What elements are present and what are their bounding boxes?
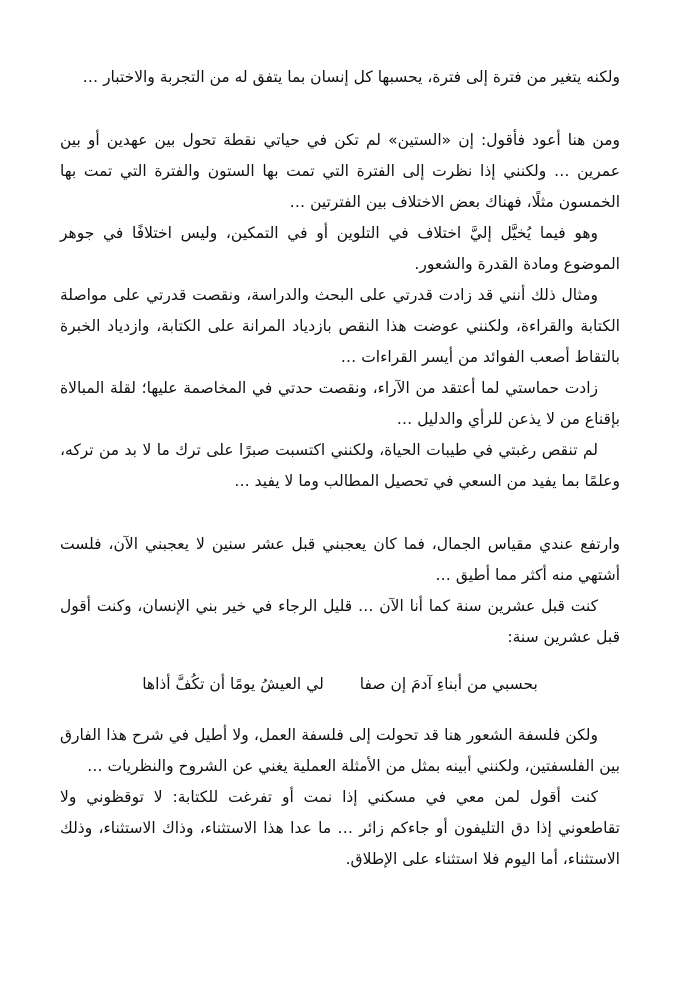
paragraph-5: زادت حماستي لما أعتقد من الآراء، ونقصت حدتي في المخاصمة عليها؛ لقلة المبالاة بإقناع من لا يذعن للرأي والدليل … [60, 379, 620, 428]
paragraph-2: ومن هنا أعود فأقول: إن «الستين» لم تكن في حياتي نقطة تحول بين عهدين أو بين عمرين … ولكنني إذا نظرت إلى الفترة التي تمت بها الستون والفترة التي تمت بها الخمسون مثلًا، فهناك بعض الاختلاف بين الفترتين … [60, 131, 620, 211]
paragraph-9: ولكن فلسفة الشعور هنا قد تحولت إلى فلسفة العمل، ولا أطيل في شرح هذا الفارق بين الفلسفتين، ولكنني أبينه بمثل من الأمثلة العملية يغني عن الشروح والنظريات … [60, 726, 620, 775]
poetry-verse [60, 669, 620, 700]
paragraph-3: وهو فيما يُخيَّل إليَّ اختلاف في التلوين أو في التمكين، وليس اختلافًا في جوهر الموضوع ومادة القدرة والشعور. [60, 224, 620, 273]
paragraph-4: ومثال ذلك أنني قد زادت قدرتي على البحث والدراسة، ونقصت قدرتي على مواصلة الكتابة والقراءة، ولكنني عوضت هذا النقص بازدياد المرانة على الكتابة، وازدياد الخبرة بالتقاط أصعب الفوائد من أيسر القراءات … [60, 286, 620, 366]
paragraph-7: وارتفع عندي مقياس الجمال، فما كان يعجبني قبل عشر سنين لا يعجبني الآن، فلست أشتهي منه أكثر مما أطيق … [60, 535, 620, 584]
paragraph-10: كنت أقول لمن معي في مسكني إذا نمت أو تفرغت للكتابة: لا توقظوني ولا تقاطعوني إذا دق التليفون أو جاءكم زائر … ما عدا هذا الاستثناء، وذاك الاستثناء، وذلك الاستثناء، أما اليوم فلا استثناء على الإطلاق. [60, 788, 620, 868]
paragraph-6: لم تنقص رغبتي في طيبات الحياة، ولكنني اكتسبت صبرًا على ترك ما لا بد من تركه، وعلمًا بما يفيد من السعي في تحصيل المطالب وما لا يفيد … [60, 441, 620, 490]
paragraph-8: كنت قبل عشرين سنة كما أنا الآن … قليل الرجاء في خير بني الإنسان، وكنت أقول قبل عشرين سنة: [60, 597, 620, 646]
document-page [60, 62, 620, 875]
paragraph-1: ولكنه يتغير من فترة إلى فترة، يحسبها كل إنسان بما يتفق له من التجربة والاختبار … [82, 68, 620, 86]
verse-second-hemistich: لي العيشُ يومًا أن تكُفَّ أذاها [142, 675, 324, 693]
verse-first-hemistich: بحسبي من أبناءِ آدمَ إن صفا [359, 675, 538, 693]
